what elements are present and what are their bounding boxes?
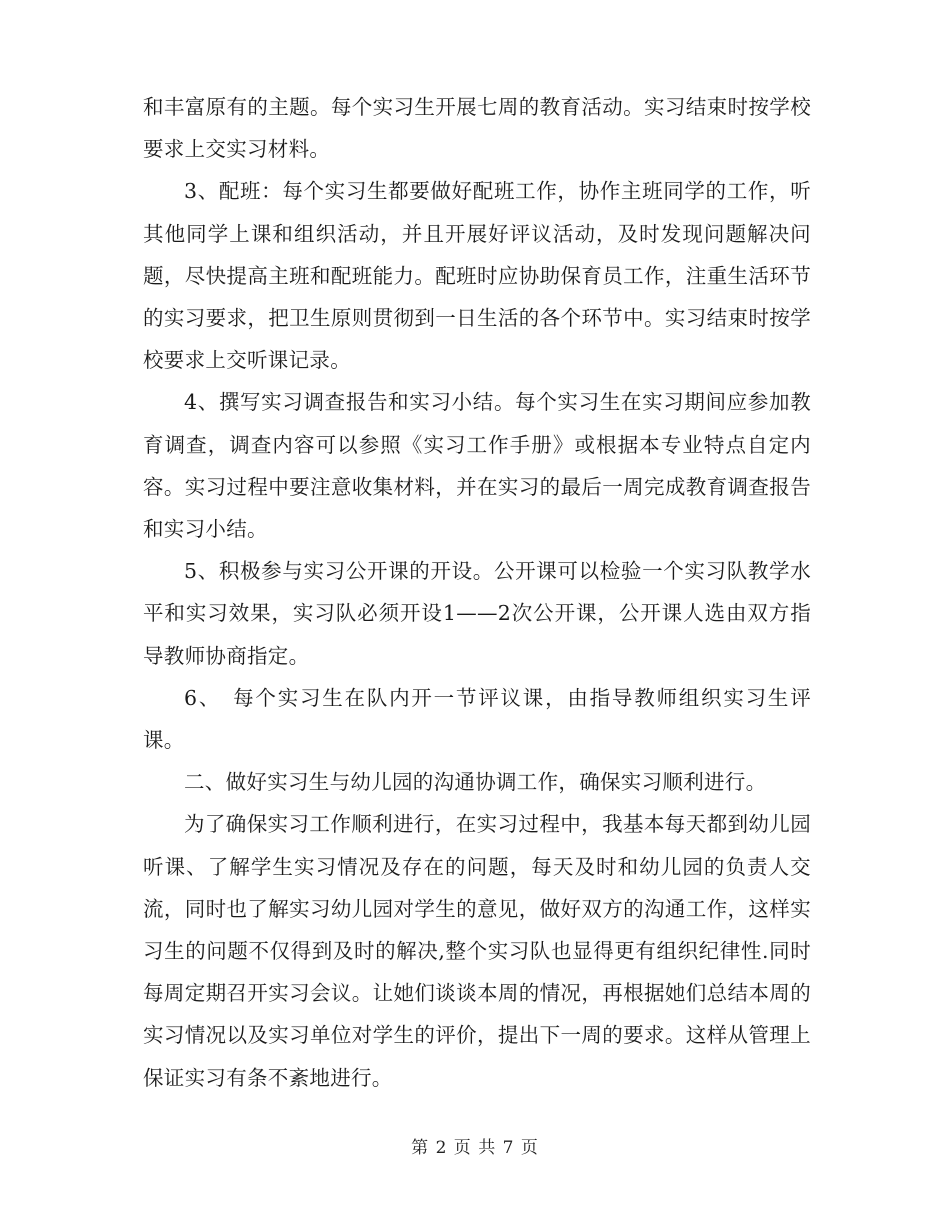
paragraph-5: 6、 每个实习生在队内开一节评议课，由指导教师组织实习生评课。 [143, 685, 811, 753]
section-heading: 二、做好实习生与幼儿园的沟通协调工作，确保实习顺利进行。 [184, 770, 767, 795]
paragraph-1: 和丰富原有的主题。每个实习生开展七周的教育活动。实习结束时按学校要求上交实习材料。 [143, 95, 811, 162]
document-body [143, 86, 811, 1099]
paragraph-2: 3、配班：每个实习生都要做好配班工作，协作主班同学的工作，听其他同学上课和组织活动，并且开展好评议活动，及时发现问题解决问题，尽快提高主班和配班能力。配班时应协助保育员工作，注重生活环节的实习要求，把卫生原则贯彻到一日生活的各个环节中。实习结束时按学校要求上交听课记录。 [143, 179, 811, 373]
page-number-footer: 第 2 页 共 7 页 [411, 1138, 539, 1158]
paragraph-3: 4、撰写实习调查报告和实习小结。每个实习生在实习期间应参加教育调查，调查内容可以参照《实习工作手册》或根据本专业特点自定内容。实习过程中要注意收集材料，并在实习的最后一周完成教育调查报告和实习小结。 [143, 390, 811, 542]
paragraph-4: 5、积极参与实习公开课的开设。公开课可以检验一个实习队教学水平和实习效果，实习队必须开设1——2次公开课，公开课人选由双方指导教师协商指定。 [143, 559, 811, 668]
paragraph-7: 为了确保实习工作顺利进行，在实习过程中，我基本每天都到幼儿园听课、了解学生实习情况及存在的问题，每天及时和幼儿园的负责人交流，同时也了解实习幼儿园对学生的意见，做好双方的沟通工作，这样实习生的问题不仅得到及时的解决,整个实习队也显得更有组织纪律性.同时每周定期召开实习会议。让她们谈谈本周的情况，再根据她们总结本周的实习情况以及实习单位对学生的评价，提出下一周的要求。这样从管理上保证实习有条不紊地进行。 [143, 812, 811, 1090]
